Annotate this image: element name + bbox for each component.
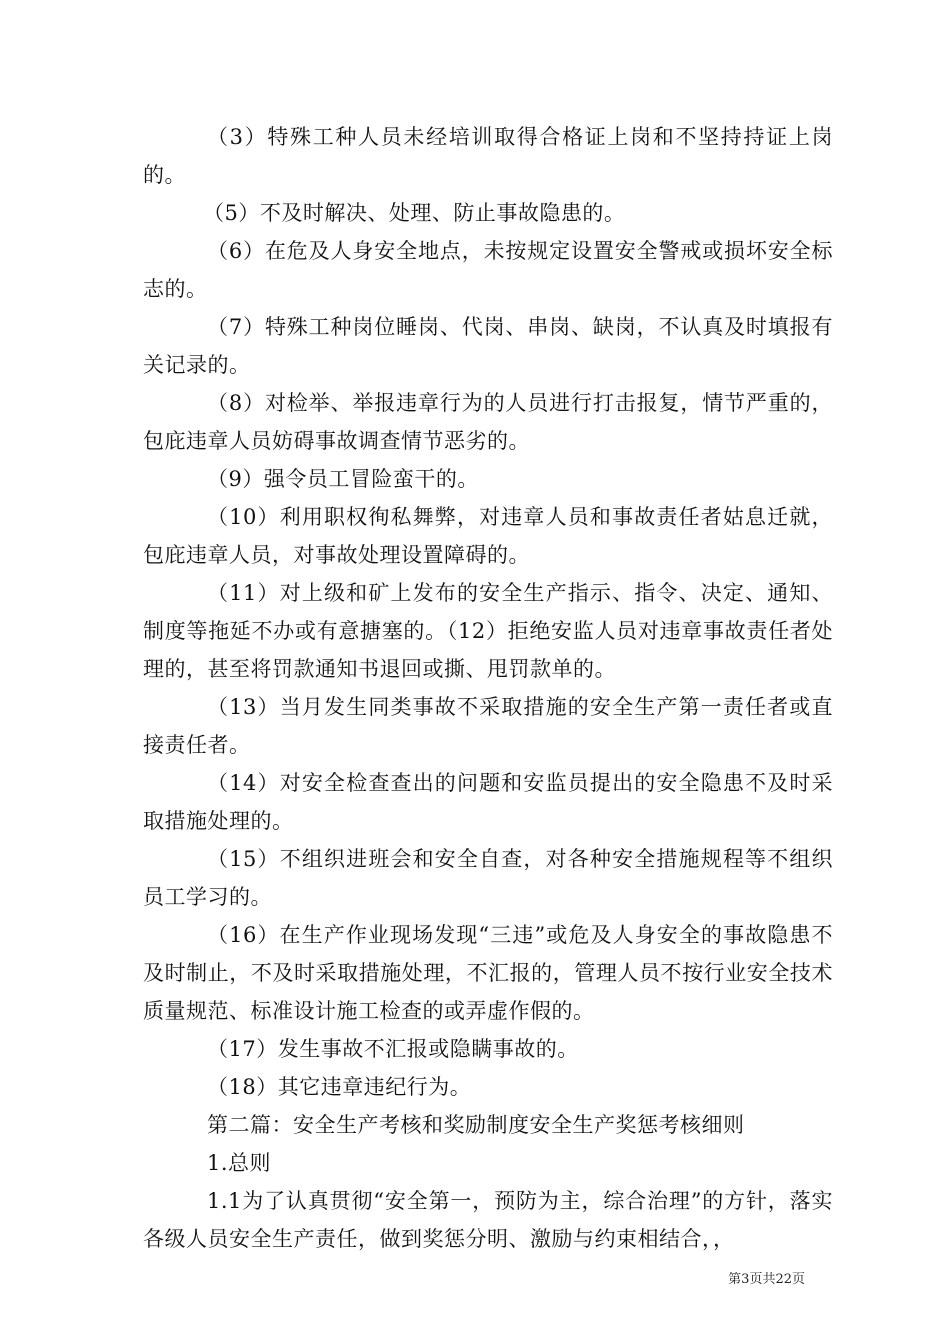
paragraph-item-18: （18）其它违章违纪行为。 — [207, 1075, 472, 1099]
paragraph-1-1: 1.1为了认真贯彻“安全第一，预防为主，综合治理”的方针，落实各级人员安全生产责任，做到奖惩分明、激励与约束相结合，， — [143, 1189, 833, 1251]
paragraph-item-7: （7）特殊工种岗位睡岗、代岗、串岗、缺岗，不认真及时填报有关记录的。 — [143, 315, 833, 377]
paragraph-item-5: （5）不及时解决、处理、防止事故隐患的。 — [203, 201, 626, 225]
paragraph-item-13: （13）当月发生同类事故不采取措施的安全生产第一责任者或直接责任者。 — [143, 695, 833, 757]
document-body — [143, 118, 833, 1258]
paragraph-item-11-12: （11）对上级和矿上发布的安全生产指示、指令、决定、通知、制度等拖延不办或有意搪塞的。（12）拒绝安监人员对违章事故责任者处理的，甚至将罚款通知书退回或撕、甩罚款单的。 — [143, 581, 833, 681]
paragraph-item-9: （9）强令员工冒险蛮干的。 — [207, 467, 479, 491]
paragraph-item-15: （15）不组织进班会和安全自查，对各种安全措施规程等不组织员工学习的。 — [143, 847, 833, 909]
paragraph-item-14: （14）对安全检查查出的问题和安监员提出的安全隐患不及时采取措施处理的。 — [143, 771, 833, 833]
general-rules-heading: 1.总则 — [207, 1151, 272, 1175]
paragraph-item-8: （8）对检举、举报违章行为的人员进行打击报复，情节严重的，包庇违章人员妨碍事故调查情节恶劣的。 — [143, 391, 833, 453]
paragraph-item-6: （6）在危及人身安全地点，未按规定设置安全警戒或损坏安全标志的。 — [143, 239, 833, 301]
paragraph-item-3: （3）特殊工种人员未经培训取得合格证上岗和不坚持持证上岗的。 — [143, 125, 833, 187]
paragraph-item-17: （17）发生事故不汇报或隐瞒事故的。 — [207, 1037, 579, 1061]
section-heading: 第二篇：安全生产考核和奖励制度安全生产奖惩考核细则 — [207, 1113, 745, 1137]
paragraph-item-16: （16）在生产作业现场发现“三违”或危及人身安全的事故隐患不及时制止，不及时采取措施处理，不汇报的，管理人员不按行业安全技术质量规范、标准设计施工检查的或弄虚作假的。 — [143, 923, 833, 1023]
page-number-footer: 第3页共22页 — [728, 1272, 805, 1287]
paragraph-item-10: （10）利用职权徇私舞弊，对违章人员和事故责任者姑息迁就，包庇违章人员，对事故处理设置障碍的。 — [143, 505, 833, 567]
